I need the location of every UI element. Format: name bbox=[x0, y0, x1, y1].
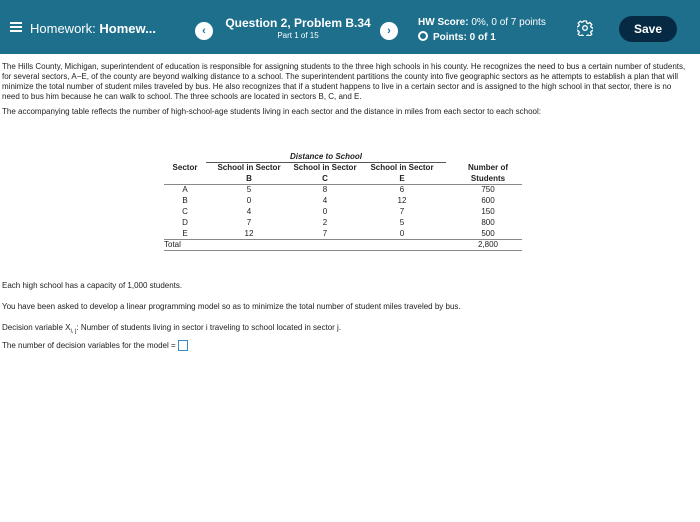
table-row bbox=[164, 228, 522, 239]
question-part: Part 1 of 15 bbox=[277, 31, 319, 40]
homework-title[interactable] bbox=[30, 21, 156, 36]
points-label: Points: 0 of 1 bbox=[433, 32, 496, 43]
distance-c-cell: 7 bbox=[292, 228, 358, 239]
distance-b-cell: 4 bbox=[246, 207, 252, 216]
problem-paragraph-table-intro: The accompanying table reflects the number of high-school-age students living in each sector and the distance in miles from each sector to each school: bbox=[2, 107, 541, 116]
decision-variable-text bbox=[2, 323, 341, 335]
progress-ring-icon bbox=[418, 31, 428, 41]
distance-b-cell: 7 bbox=[246, 218, 252, 227]
hw-score bbox=[418, 17, 546, 28]
students-cell: 150 bbox=[481, 207, 495, 216]
table-row bbox=[164, 195, 522, 206]
distance-c-cell: 0 bbox=[322, 207, 328, 216]
distance-c-cell: 8 bbox=[322, 185, 328, 195]
next-question-button[interactable]: › bbox=[380, 22, 398, 40]
total-students-value: 2,800 bbox=[454, 239, 522, 250]
school-e-header: School in Sector bbox=[370, 163, 434, 173]
objective-text: You have been asked to develop a linear programming model so as to minimize the total number of student miles traveled by bus. bbox=[2, 302, 461, 311]
distance-e-cell: 0 bbox=[358, 228, 446, 239]
question-text: The number of decision variables for the model = bbox=[2, 341, 176, 350]
school-c-letter: C bbox=[292, 173, 358, 184]
answer-input[interactable] bbox=[178, 340, 188, 351]
distance-table bbox=[164, 151, 522, 251]
sector-cell: E bbox=[164, 228, 206, 239]
previous-question-button[interactable]: ‹ bbox=[195, 22, 213, 40]
school-b-letter: B bbox=[206, 173, 292, 184]
distance-e-cell: 7 bbox=[399, 207, 405, 216]
students-cell: 600 bbox=[481, 196, 495, 205]
decision-suffix: : Number of students living in sector i traveling to school located in sector j. bbox=[76, 323, 342, 332]
table-row bbox=[164, 184, 522, 195]
points-status bbox=[418, 31, 496, 43]
sector-cell: C bbox=[182, 207, 188, 216]
score-label: HW Score: bbox=[418, 17, 469, 28]
table-row bbox=[164, 206, 522, 217]
students-header: Number of bbox=[468, 163, 508, 172]
distance-b-cell: 0 bbox=[246, 196, 252, 205]
distance-c-cell: 2 bbox=[322, 218, 328, 227]
school-c-header: School in Sector bbox=[293, 163, 357, 173]
question-title: Question 2, Problem B.34 bbox=[225, 16, 371, 30]
school-b-header: School in Sector bbox=[217, 163, 281, 173]
sector-cell: B bbox=[182, 196, 188, 205]
school-e-letter: E bbox=[358, 173, 446, 184]
distance-c-cell: 4 bbox=[322, 196, 328, 205]
students-header-line2: Students bbox=[454, 173, 522, 184]
students-cell: 800 bbox=[481, 218, 495, 227]
decision-subscript: i, j bbox=[70, 328, 77, 335]
distance-b-cell: 12 bbox=[206, 228, 292, 239]
homework-prefix: Homework: bbox=[30, 21, 96, 36]
distance-e-cell: 6 bbox=[399, 185, 405, 195]
sector-cell: A bbox=[182, 185, 188, 195]
distance-b-cell: 5 bbox=[246, 185, 252, 195]
problem-text bbox=[2, 62, 692, 117]
save-button[interactable]: Save bbox=[619, 16, 677, 42]
question-line bbox=[2, 340, 188, 351]
table-row bbox=[164, 217, 522, 228]
decision-prefix: Decision variable X bbox=[2, 323, 71, 332]
distance-e-cell: 5 bbox=[399, 218, 405, 227]
distance-e-cell: 12 bbox=[397, 196, 407, 205]
homework-name: Homew... bbox=[99, 21, 156, 36]
sector-header: Sector bbox=[172, 163, 198, 172]
settings-gear-icon[interactable] bbox=[577, 20, 593, 36]
students-cell: 750 bbox=[481, 185, 495, 195]
menu-icon[interactable] bbox=[10, 22, 22, 32]
sector-cell: D bbox=[182, 218, 188, 227]
students-cell: 500 bbox=[454, 228, 522, 239]
score-value: 0%, 0 of 7 points bbox=[471, 17, 546, 28]
capacity-text: Each high school has a capacity of 1,000 students. bbox=[2, 281, 183, 290]
distance-group-header: Distance to School bbox=[206, 151, 446, 162]
total-row bbox=[164, 239, 522, 250]
total-label: Total bbox=[164, 239, 206, 250]
top-bar bbox=[0, 0, 700, 54]
problem-paragraph-intro: The Hills County, Michigan, superintendent of education is responsible for assigning students to the three high schools in his county. He recognizes the need to bus a certain number of students, for several sectors, A−E, of the county are beyond walking distance to a school. The superintendent partitions the county into five geographic sectors as he attempts to establish a plan that will minimize the total number of student miles traveled by bus. He also recognizes that if a student happens to live in a certain sector and is assigned to the high school in that sector, there is no need to bus him because he can walk to school. The three schools are located in sectors B, C, and E. bbox=[2, 62, 686, 101]
